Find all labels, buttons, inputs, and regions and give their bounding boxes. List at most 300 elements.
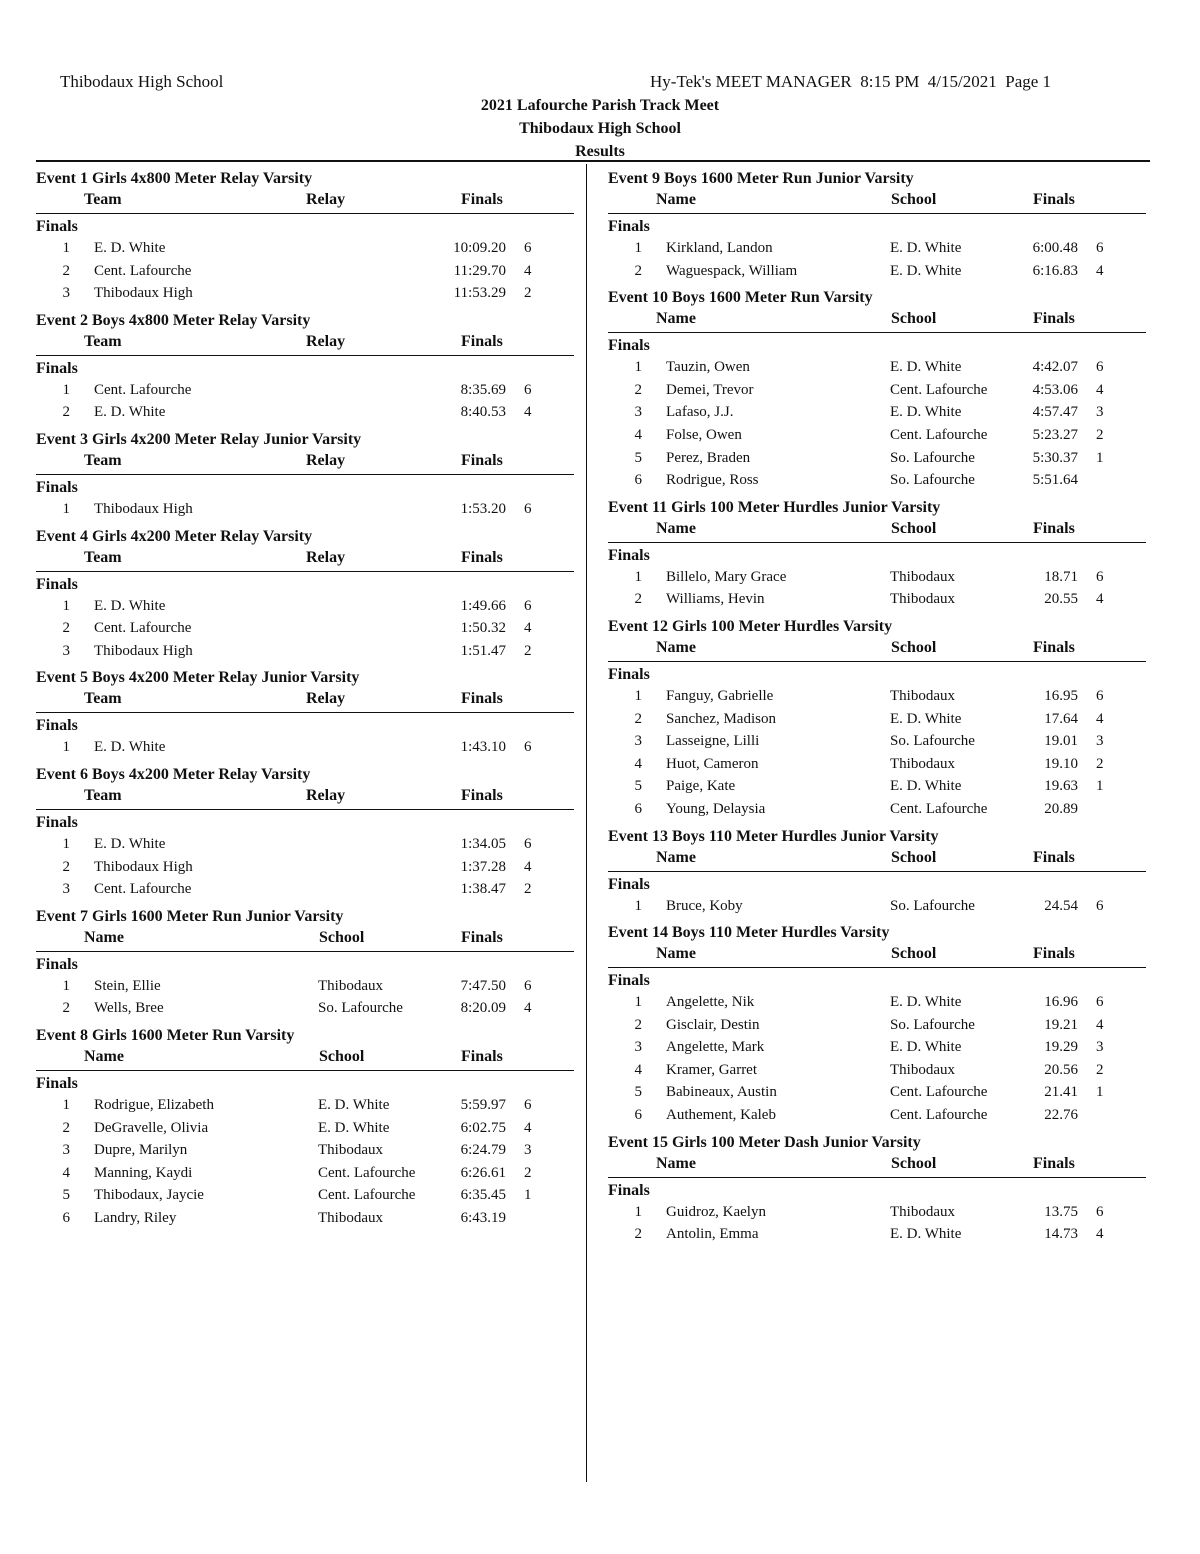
athlete-name: Kirkland, Landon bbox=[666, 240, 773, 256]
header-right: Hy-Tek's MEET MANAGER 8:15 PM 4/15/2021 Page 1 bbox=[650, 72, 1052, 91]
finals-mark: 20.89 bbox=[1044, 800, 1078, 817]
school-name: Thibodaux bbox=[890, 755, 955, 772]
school-header: School bbox=[891, 1154, 937, 1172]
round-label: Finals bbox=[36, 359, 78, 377]
event-title: Event 15 Girls 100 Meter Dash Junior Varsity bbox=[608, 1133, 921, 1151]
finals-mark: 8:35.69 bbox=[460, 381, 506, 398]
finals-mark: 6:02.75 bbox=[460, 1119, 506, 1136]
school-name: So. Lafourche bbox=[890, 733, 975, 750]
points: 6 bbox=[1096, 568, 1104, 585]
finals-header: Finals bbox=[461, 786, 503, 804]
school-name: E. D. White bbox=[890, 778, 962, 795]
finals-mark: 19.21 bbox=[1044, 1016, 1078, 1033]
team-name: E. D. White bbox=[94, 739, 166, 756]
left-column bbox=[36, 166, 574, 1232]
result-row bbox=[36, 641, 574, 664]
points: 4 bbox=[524, 1119, 532, 1136]
event-block bbox=[36, 524, 574, 664]
result-row bbox=[608, 992, 1146, 1015]
name-header: Name bbox=[656, 1154, 696, 1172]
event-block bbox=[608, 614, 1146, 822]
athlete-name: Angelette, Nik bbox=[666, 994, 755, 1011]
finals-header: Finals bbox=[1033, 945, 1075, 963]
points: 3 bbox=[1096, 733, 1104, 750]
finals-mark: 5:51.64 bbox=[1032, 472, 1078, 489]
points: 1 bbox=[1096, 1084, 1104, 1101]
points: 6 bbox=[1096, 994, 1104, 1011]
event-block bbox=[608, 285, 1146, 493]
round-label: Finals bbox=[608, 875, 650, 893]
round-label: Finals bbox=[36, 955, 78, 973]
school-name: So. Lafourche bbox=[890, 1016, 975, 1033]
athlete-name: Huot, Cameron bbox=[666, 755, 759, 772]
header-left: Thibodaux High School bbox=[60, 72, 224, 91]
finals-mark: 1:34.05 bbox=[460, 835, 506, 852]
column-headers bbox=[36, 689, 574, 713]
result-row bbox=[36, 737, 574, 760]
finals-mark: 17.64 bbox=[1044, 710, 1078, 727]
finals-mark: 6:26.61 bbox=[460, 1164, 506, 1181]
round-label: Finals bbox=[36, 1074, 78, 1092]
school-name: E. D. White bbox=[890, 1039, 962, 1056]
points: 6 bbox=[524, 240, 532, 256]
result-row bbox=[608, 709, 1146, 732]
finals-mark: 6:16.83 bbox=[1032, 262, 1078, 279]
round-label: Finals bbox=[36, 575, 78, 593]
athlete-name: Guidroz, Kaelyn bbox=[666, 1203, 766, 1220]
result-row bbox=[36, 283, 574, 306]
column-headers bbox=[36, 1047, 574, 1071]
result-row bbox=[36, 618, 574, 641]
finals-mark: 6:43.19 bbox=[460, 1209, 506, 1226]
column-headers bbox=[608, 944, 1146, 968]
finals-mark: 5:59.97 bbox=[460, 1096, 506, 1113]
event-title: Event 1 Girls 4x800 Meter Relay Varsity bbox=[36, 170, 313, 187]
finals-mark: 1:43.10 bbox=[460, 739, 506, 756]
points: 2 bbox=[524, 642, 532, 659]
team-name: E. D. White bbox=[94, 597, 166, 614]
relay-header: Relay bbox=[306, 451, 346, 469]
place: 3 bbox=[634, 733, 642, 750]
school-name: E. D. White bbox=[890, 710, 962, 727]
athlete-name: Young, Delaysia bbox=[666, 800, 766, 817]
finals-mark: 13.75 bbox=[1044, 1203, 1078, 1220]
team-name: Thibodaux High bbox=[94, 500, 193, 517]
event-block bbox=[36, 1023, 574, 1231]
result-row bbox=[608, 380, 1146, 403]
event-block bbox=[36, 166, 574, 306]
place: 6 bbox=[634, 472, 642, 489]
school-name: E. D. White bbox=[318, 1119, 390, 1136]
team-name: E. D. White bbox=[94, 835, 166, 852]
school-name: Cent. Lafourche bbox=[890, 426, 988, 443]
column-divider bbox=[586, 164, 587, 1482]
place: 1 bbox=[634, 687, 642, 704]
round-label: Finals bbox=[608, 546, 650, 564]
athlete-name: Bruce, Koby bbox=[666, 897, 743, 914]
place: 1 bbox=[62, 500, 70, 517]
name-header: Name bbox=[656, 945, 696, 963]
athlete-name: Gisclair, Destin bbox=[666, 1016, 760, 1033]
name-header: Name bbox=[656, 519, 696, 537]
athlete-name: Tauzin, Owen bbox=[666, 359, 750, 376]
event-block bbox=[36, 904, 574, 1021]
finals-mark: 6:35.45 bbox=[460, 1187, 506, 1204]
place: 2 bbox=[634, 1226, 642, 1243]
athlete-name: Angelette, Mark bbox=[666, 1039, 765, 1056]
points: 1 bbox=[524, 1187, 532, 1204]
finals-mark: 11:29.70 bbox=[453, 262, 506, 279]
school-name: E. D. White bbox=[890, 404, 962, 421]
result-row bbox=[36, 238, 574, 261]
round-label: Finals bbox=[608, 972, 650, 990]
athlete-name: Dupre, Marilyn bbox=[94, 1142, 188, 1159]
right-column bbox=[608, 166, 1146, 1249]
school-name: So. Lafourche bbox=[890, 472, 975, 489]
result-row bbox=[36, 596, 574, 619]
event-block bbox=[608, 166, 1146, 283]
school-name: Cent. Lafourche bbox=[890, 1084, 988, 1101]
school-header: School bbox=[891, 191, 937, 208]
place: 4 bbox=[62, 1164, 70, 1181]
place: 2 bbox=[634, 591, 642, 608]
result-row bbox=[36, 1185, 574, 1208]
finals-mark: 19.63 bbox=[1044, 778, 1078, 795]
points: 3 bbox=[1096, 1039, 1104, 1056]
event-title: Event 6 Boys 4x200 Meter Relay Varsity bbox=[36, 765, 311, 783]
place: 2 bbox=[634, 381, 642, 398]
school-header: School bbox=[319, 928, 365, 946]
school-name: Cent. Lafourche bbox=[890, 800, 988, 817]
athlete-name: Paige, Kate bbox=[666, 778, 736, 795]
finals-mark: 7:47.50 bbox=[460, 977, 506, 994]
place: 3 bbox=[62, 642, 70, 659]
points: 6 bbox=[524, 381, 532, 398]
points: 6 bbox=[524, 835, 532, 852]
finals-mark: 1:38.47 bbox=[460, 881, 506, 898]
finals-header: Finals bbox=[1033, 310, 1075, 328]
result-row bbox=[608, 776, 1146, 799]
relay-header: Relay bbox=[306, 548, 346, 566]
points: 4 bbox=[524, 858, 532, 875]
place: 2 bbox=[62, 262, 70, 279]
meet-venue: Thibodaux High School bbox=[519, 120, 681, 137]
place: 5 bbox=[634, 449, 642, 466]
team-name: Cent. Lafourche bbox=[94, 262, 192, 279]
round-label: Finals bbox=[36, 813, 78, 831]
team-header: Team bbox=[84, 786, 122, 804]
school-name: Thibodaux bbox=[318, 1209, 383, 1226]
finals-mark: 10:09.20 bbox=[453, 240, 506, 256]
finals-mark: 4:57.47 bbox=[1032, 404, 1078, 421]
result-row bbox=[608, 567, 1146, 590]
result-row bbox=[36, 1163, 574, 1186]
finals-header: Finals bbox=[1033, 848, 1075, 866]
name-header: Name bbox=[656, 638, 696, 656]
finals-mark: 4:53.06 bbox=[1032, 381, 1078, 398]
athlete-name: Babineaux, Austin bbox=[666, 1084, 777, 1101]
result-row bbox=[608, 731, 1146, 754]
event-title: Event 3 Girls 4x200 Meter Relay Junior Varsity bbox=[36, 430, 362, 448]
place: 6 bbox=[62, 1209, 70, 1226]
result-row bbox=[36, 261, 574, 284]
round-label: Finals bbox=[36, 717, 78, 735]
finals-mark: 6:00.48 bbox=[1032, 240, 1078, 256]
points: 4 bbox=[524, 404, 532, 421]
finals-mark: 1:53.20 bbox=[460, 500, 506, 517]
column-headers bbox=[36, 332, 574, 356]
result-row bbox=[608, 238, 1146, 261]
athlete-name: Lasseigne, Lilli bbox=[666, 733, 760, 750]
finals-mark: 4:42.07 bbox=[1032, 359, 1078, 376]
athlete-name: Antolin, Emma bbox=[666, 1226, 759, 1243]
name-header: Name bbox=[656, 191, 696, 208]
school-name: Cent. Lafourche bbox=[318, 1187, 416, 1204]
points: 4 bbox=[524, 262, 532, 279]
result-row bbox=[36, 834, 574, 857]
place: 5 bbox=[634, 778, 642, 795]
result-row bbox=[36, 1095, 574, 1118]
result-row bbox=[608, 448, 1146, 471]
finals-mark: 5:23.27 bbox=[1032, 426, 1078, 443]
result-row bbox=[36, 976, 574, 999]
school-name: Thibodaux bbox=[890, 1061, 955, 1078]
school-name: Cent. Lafourche bbox=[890, 1107, 988, 1124]
result-row bbox=[36, 998, 574, 1021]
school-name: Thibodaux bbox=[890, 1203, 955, 1220]
event-title: Event 11 Girls 100 Meter Hurdles Junior Varsity bbox=[608, 498, 941, 516]
points: 4 bbox=[524, 620, 532, 637]
points: 2 bbox=[524, 285, 532, 302]
finals-header: Finals bbox=[461, 451, 503, 469]
athlete-name: Landry, Riley bbox=[94, 1209, 177, 1226]
place: 1 bbox=[634, 240, 642, 256]
school-header: School bbox=[891, 945, 937, 963]
team-name: Cent. Lafourche bbox=[94, 620, 192, 637]
points: 4 bbox=[1096, 262, 1104, 279]
column-headers bbox=[36, 928, 574, 952]
school-header: School bbox=[891, 310, 937, 328]
athlete-name: Williams, Hevin bbox=[666, 591, 765, 608]
event-block bbox=[36, 762, 574, 902]
result-row bbox=[608, 1202, 1146, 1225]
points: 2 bbox=[524, 1164, 532, 1181]
finals-mark: 6:24.79 bbox=[460, 1142, 506, 1159]
school-name: Cent. Lafourche bbox=[890, 381, 988, 398]
points: 4 bbox=[1096, 381, 1104, 398]
event-title: Event 10 Boys 1600 Meter Run Varsity bbox=[608, 289, 873, 307]
place: 3 bbox=[634, 1039, 642, 1056]
place: 2 bbox=[634, 262, 642, 279]
points: 4 bbox=[1096, 710, 1104, 727]
team-header: Team bbox=[84, 690, 122, 708]
school-name: So. Lafourche bbox=[890, 897, 975, 914]
name-header: Name bbox=[656, 310, 696, 328]
place: 2 bbox=[634, 710, 642, 727]
finals-header: Finals bbox=[1033, 1154, 1075, 1172]
name-header: Name bbox=[84, 928, 124, 946]
school-name: E. D. White bbox=[890, 994, 962, 1011]
finals-header: Finals bbox=[461, 928, 503, 946]
result-row bbox=[36, 1118, 574, 1141]
result-row bbox=[608, 1082, 1146, 1105]
team-name: Cent. Lafourche bbox=[94, 381, 192, 398]
place: 1 bbox=[62, 240, 70, 256]
points: 6 bbox=[524, 977, 532, 994]
round-label: Finals bbox=[608, 218, 650, 235]
result-row bbox=[608, 589, 1146, 612]
event-title: Event 8 Girls 1600 Meter Run Varsity bbox=[36, 1026, 295, 1044]
result-row bbox=[608, 402, 1146, 425]
finals-header: Finals bbox=[461, 191, 503, 208]
event-title: Event 14 Boys 110 Meter Hurdles Varsity bbox=[608, 924, 890, 942]
column-headers bbox=[36, 451, 574, 475]
athlete-name: Manning, Kaydi bbox=[94, 1164, 193, 1181]
result-row bbox=[608, 425, 1146, 448]
round-label: Finals bbox=[608, 665, 650, 683]
event-block bbox=[36, 427, 574, 522]
event-block bbox=[608, 920, 1146, 1128]
team-name: Thibodaux High bbox=[94, 858, 193, 875]
points: 6 bbox=[524, 500, 532, 517]
event-block bbox=[36, 308, 574, 425]
team-name: Cent. Lafourche bbox=[94, 881, 192, 898]
place: 1 bbox=[62, 739, 70, 756]
result-row bbox=[608, 357, 1146, 380]
finals-header: Finals bbox=[461, 690, 503, 708]
place: 3 bbox=[62, 1142, 70, 1159]
finals-mark: 21.41 bbox=[1044, 1084, 1078, 1101]
event-block bbox=[36, 665, 574, 760]
points: 4 bbox=[524, 1000, 532, 1017]
finals-mark: 8:20.09 bbox=[460, 1000, 506, 1017]
place: 1 bbox=[634, 1203, 642, 1220]
finals-header: Finals bbox=[461, 548, 503, 566]
name-header: Name bbox=[84, 1047, 124, 1065]
athlete-name: Kramer, Garret bbox=[666, 1061, 758, 1078]
athlete-name: Sanchez, Madison bbox=[666, 710, 776, 727]
athlete-name: Demei, Trevor bbox=[666, 381, 754, 398]
athlete-name: Wells, Bree bbox=[94, 1000, 164, 1017]
place: 2 bbox=[62, 404, 70, 421]
points: 4 bbox=[1096, 591, 1104, 608]
result-row bbox=[608, 754, 1146, 777]
place: 2 bbox=[62, 1000, 70, 1017]
result-row bbox=[36, 402, 574, 425]
round-label: Finals bbox=[608, 1181, 650, 1199]
finals-mark: 20.55 bbox=[1044, 591, 1078, 608]
points: 6 bbox=[524, 1096, 532, 1113]
place: 1 bbox=[62, 597, 70, 614]
finals-mark: 1:51.47 bbox=[460, 642, 506, 659]
points: 1 bbox=[1096, 449, 1104, 466]
athlete-name: Lafaso, J.J. bbox=[666, 404, 734, 421]
school-name: Cent. Lafourche bbox=[318, 1164, 416, 1181]
column-headers bbox=[608, 638, 1146, 662]
team-header: Team bbox=[84, 548, 122, 566]
points: 6 bbox=[1096, 240, 1104, 256]
team-header: Team bbox=[84, 451, 122, 469]
finals-mark: 20.56 bbox=[1044, 1061, 1078, 1078]
event-title: Event 5 Boys 4x200 Meter Relay Junior Varsity bbox=[36, 669, 360, 687]
school-name: Thibodaux bbox=[318, 1142, 383, 1159]
athlete-name: Perez, Braden bbox=[666, 449, 751, 466]
team-name: E. D. White bbox=[94, 240, 166, 256]
place: 2 bbox=[62, 858, 70, 875]
column-headers bbox=[608, 190, 1146, 214]
finals-mark: 22.76 bbox=[1044, 1107, 1078, 1124]
place: 6 bbox=[634, 1107, 642, 1124]
column-headers bbox=[608, 1154, 1146, 1178]
finals-mark: 19.01 bbox=[1044, 733, 1078, 750]
school-name: So. Lafourche bbox=[890, 449, 975, 466]
place: 2 bbox=[634, 1016, 642, 1033]
place: 1 bbox=[62, 1096, 70, 1113]
school-header: School bbox=[319, 1047, 365, 1065]
place: 3 bbox=[634, 404, 642, 421]
round-label: Finals bbox=[608, 337, 650, 355]
place: 2 bbox=[62, 620, 70, 637]
result-row bbox=[36, 380, 574, 403]
result-row bbox=[608, 1037, 1146, 1060]
place: 1 bbox=[634, 359, 642, 376]
school-name: E. D. White bbox=[890, 262, 962, 279]
place: 2 bbox=[62, 1119, 70, 1136]
event-title: Event 2 Boys 4x800 Meter Relay Varsity bbox=[36, 311, 311, 329]
result-row bbox=[608, 1105, 1146, 1128]
place: 4 bbox=[634, 1061, 642, 1078]
column-headers bbox=[36, 548, 574, 572]
points: 3 bbox=[524, 1142, 532, 1159]
athlete-name: Rodrigue, Ross bbox=[666, 472, 759, 489]
athlete-name: Billelo, Mary Grace bbox=[666, 568, 787, 585]
event-title: Event 7 Girls 1600 Meter Run Junior Varsity bbox=[36, 907, 344, 925]
place: 6 bbox=[634, 800, 642, 817]
school-name: Thibodaux bbox=[890, 568, 955, 585]
results-label: Results bbox=[575, 143, 625, 160]
place: 3 bbox=[62, 285, 70, 302]
event-title: Event 13 Boys 110 Meter Hurdles Junior Varsity bbox=[608, 827, 939, 845]
team-header: Team bbox=[84, 332, 122, 350]
result-row bbox=[36, 857, 574, 880]
finals-mark: 19.29 bbox=[1044, 1039, 1078, 1056]
header-rule bbox=[36, 160, 1150, 162]
result-row bbox=[36, 1208, 574, 1231]
finals-header: Finals bbox=[1033, 191, 1075, 208]
relay-header: Relay bbox=[306, 690, 346, 708]
result-row bbox=[36, 1140, 574, 1163]
place: 3 bbox=[62, 881, 70, 898]
school-header: School bbox=[891, 638, 937, 656]
athlete-name: Folse, Owen bbox=[666, 426, 742, 443]
place: 5 bbox=[62, 1187, 70, 1204]
school-name: E. D. White bbox=[890, 1226, 962, 1243]
place: 5 bbox=[634, 1084, 642, 1101]
event-block bbox=[608, 824, 1146, 919]
event-block bbox=[608, 1130, 1146, 1247]
finals-mark: 14.73 bbox=[1044, 1226, 1078, 1243]
team-name: Thibodaux High bbox=[94, 642, 193, 659]
points: 6 bbox=[524, 597, 532, 614]
result-row bbox=[608, 896, 1146, 919]
points: 2 bbox=[1096, 1061, 1104, 1078]
finals-header: Finals bbox=[1033, 519, 1075, 537]
column-headers bbox=[608, 848, 1146, 872]
result-row bbox=[608, 261, 1146, 284]
place: 1 bbox=[634, 994, 642, 1011]
column-headers bbox=[36, 190, 574, 214]
finals-mark: 1:37.28 bbox=[460, 858, 506, 875]
